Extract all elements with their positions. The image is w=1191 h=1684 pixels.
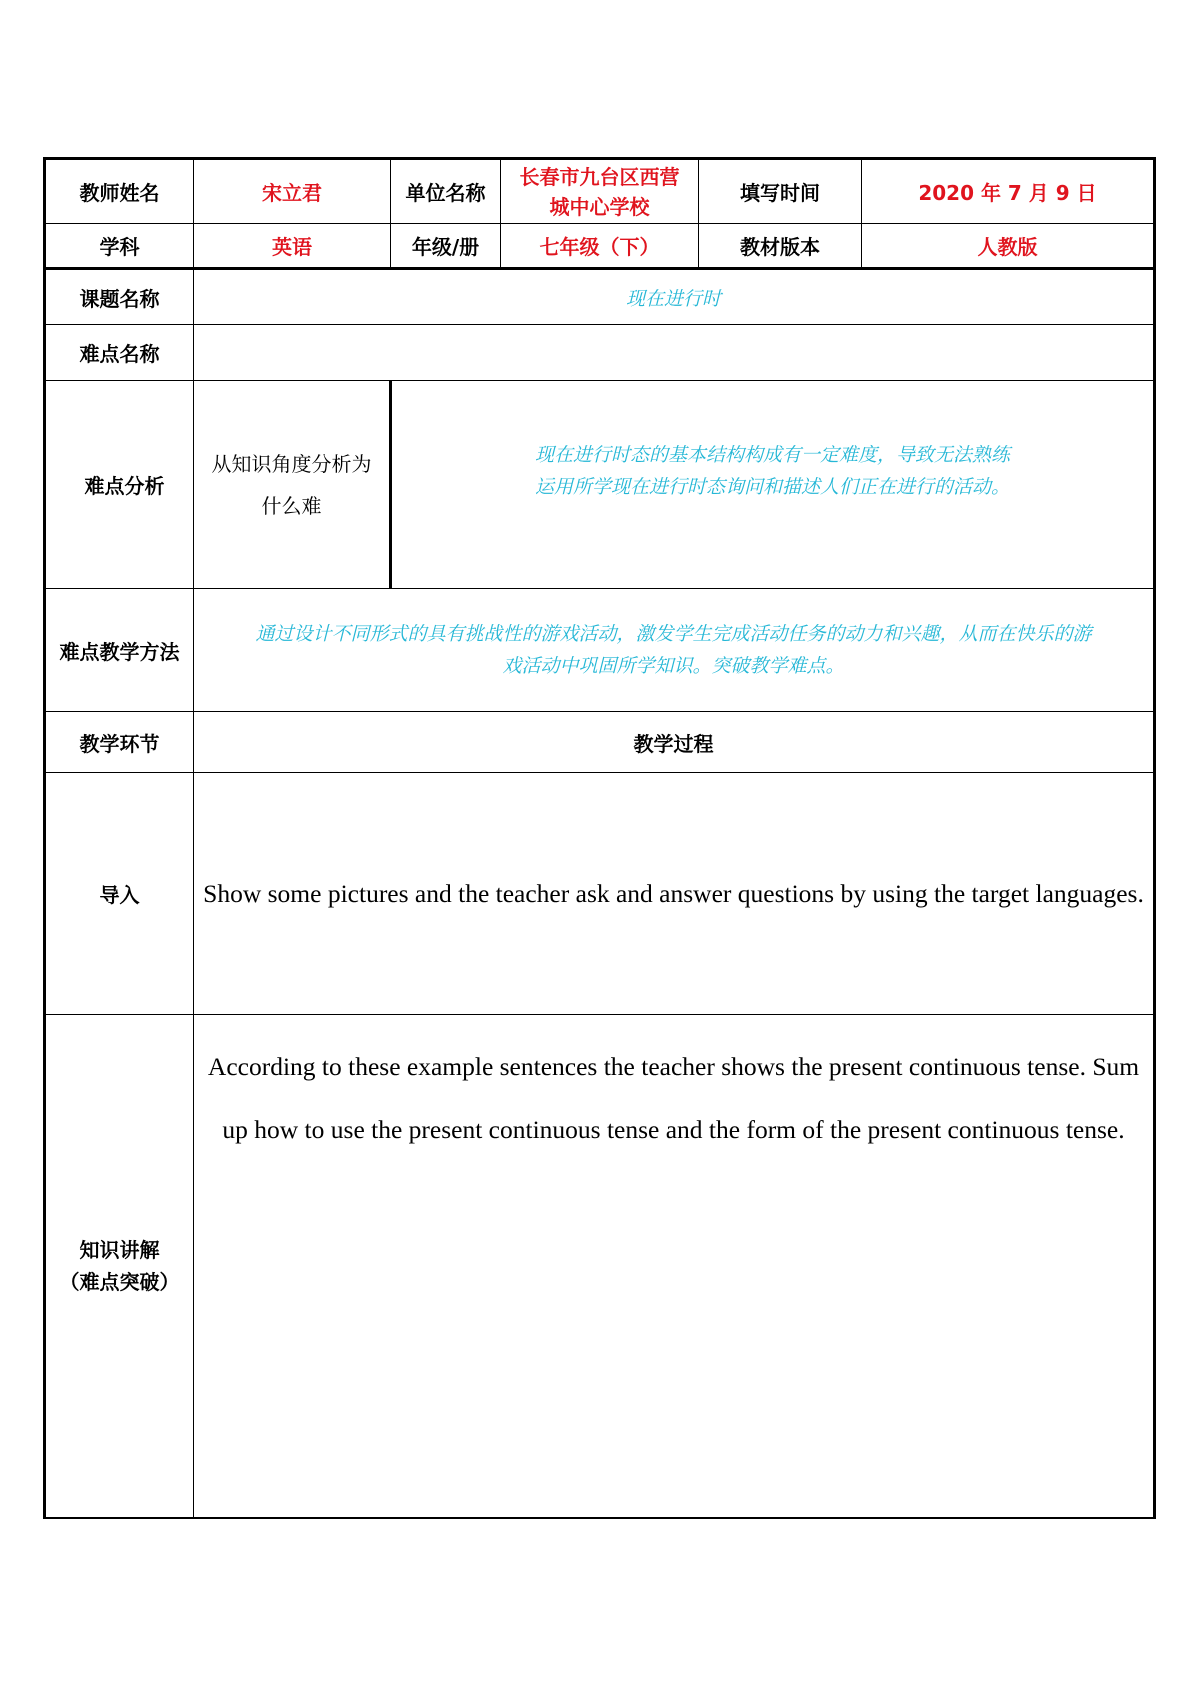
topic-label: 课题名称 bbox=[45, 269, 194, 325]
unit-value-line1: 长春市九台区西营 bbox=[519, 164, 680, 189]
stage-label: 教学环节 bbox=[45, 712, 194, 773]
teaching-method-line1: 通过设计不同形式的具有挑战性的游戏活动，激发学生完成活动任务的动力和兴趣，从而在快乐的游 bbox=[255, 623, 1092, 645]
unit-value bbox=[501, 159, 699, 224]
difficulty-name-row bbox=[45, 325, 1155, 381]
subject-value: 英语 bbox=[194, 224, 391, 269]
intro-label: 导入 bbox=[45, 773, 194, 1015]
subject-label: 学科 bbox=[45, 224, 194, 269]
unit-label: 单位名称 bbox=[391, 159, 501, 224]
intro-row bbox=[45, 773, 1155, 1015]
difficulty-analysis-line1: 现在进行时态的基本结构构成有一定难度，导致无法熟练 bbox=[534, 444, 1010, 466]
teaching-method-row bbox=[45, 589, 1155, 712]
difficulty-analysis-row bbox=[45, 381, 1155, 589]
difficulty-analysis-sublabel bbox=[194, 381, 391, 589]
grade-value: 七年级（下） bbox=[501, 224, 699, 269]
knowledge-text: According to these example sentences the teacher shows the present continuous tense. Sum up how to use the present continuous tense and the form of the present continuous tense. bbox=[194, 1015, 1155, 1518]
teaching-method-line2: 戏活动中巩固所学知识。突破教学难点。 bbox=[502, 655, 845, 677]
teaching-method-label: 难点教学方法 bbox=[45, 589, 194, 712]
difficulty-name-value bbox=[194, 325, 1155, 381]
header-row-1 bbox=[45, 159, 1155, 224]
teaching-method-text bbox=[194, 589, 1155, 712]
process-label: 教学过程 bbox=[194, 712, 1155, 773]
difficulty-analysis-sublabel-line1: 从知识角度分析为 bbox=[211, 451, 372, 476]
knowledge-label-line2: （难点突破） bbox=[59, 1269, 180, 1294]
unit-value-line2: 城中心学校 bbox=[549, 194, 650, 219]
fill-time-label: 填写时间 bbox=[699, 159, 862, 224]
fill-time-value: 2020 年 7 月 9 日 bbox=[862, 159, 1155, 224]
difficulty-analysis-line2: 运用所学现在进行时态询问和描述人们正在进行的活动。 bbox=[534, 476, 1010, 498]
topic-value: 现在进行时 bbox=[194, 269, 1155, 325]
textbook-label: 教材版本 bbox=[699, 224, 862, 269]
intro-text: Show some pictures and the teacher ask and answer questions by using the target languages. bbox=[194, 773, 1155, 1015]
difficulty-analysis-label: 难点分析 bbox=[45, 381, 194, 589]
teacher-name-value: 宋立君 bbox=[194, 159, 391, 224]
topic-row bbox=[45, 269, 1155, 325]
knowledge-row bbox=[45, 1015, 1155, 1518]
grade-label: 年级/册 bbox=[391, 224, 501, 269]
difficulty-analysis-text bbox=[391, 381, 1155, 589]
knowledge-label bbox=[45, 1015, 194, 1518]
lesson-plan-table bbox=[43, 157, 1156, 1519]
process-header-row bbox=[45, 712, 1155, 773]
difficulty-analysis-sublabel-line2: 什么难 bbox=[261, 493, 322, 518]
header-row-2 bbox=[45, 224, 1155, 269]
teacher-name-label: 教师姓名 bbox=[45, 159, 194, 224]
textbook-value: 人教版 bbox=[862, 224, 1155, 269]
knowledge-label-line1: 知识讲解 bbox=[79, 1237, 160, 1262]
difficulty-name-label: 难点名称 bbox=[45, 325, 194, 381]
